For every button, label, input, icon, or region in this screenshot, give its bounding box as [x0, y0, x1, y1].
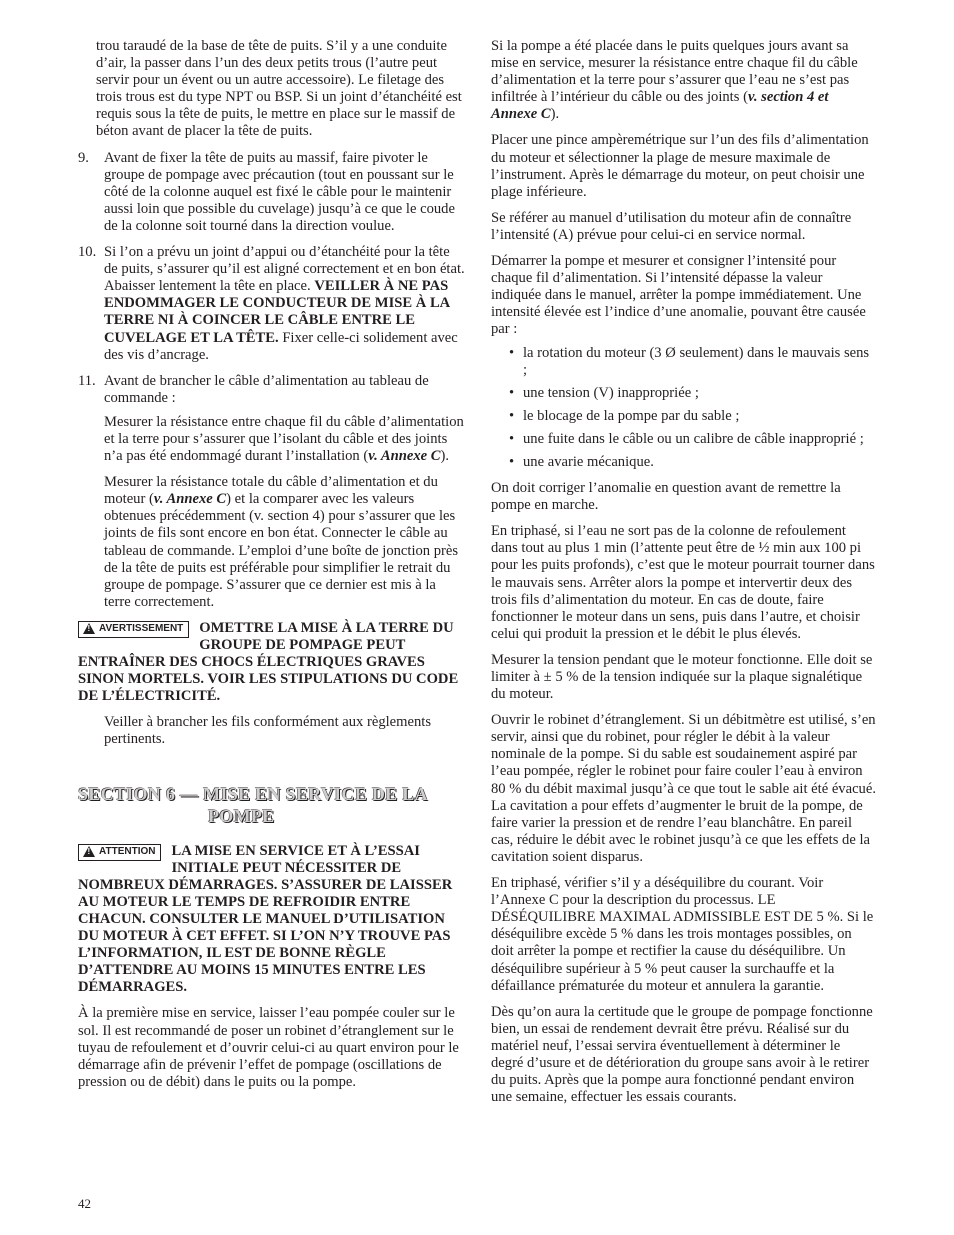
list-item: [491, 385, 876, 402]
text-run: ).: [550, 106, 560, 123]
step-9: [78, 150, 466, 235]
warning-badge-label: AVERTISSEMENT: [99, 622, 184, 634]
left-column: [78, 38, 466, 1100]
list-item-text: une fuite dans le câble ou un calibre de câble inapproprié ;: [523, 430, 864, 447]
right-column: [491, 38, 876, 1115]
warning-follow-up: Veiller à brancher les fils conformément aux règlements pertinents.: [104, 714, 432, 748]
step-number: 10.: [78, 244, 97, 261]
step-text: Avant de brancher le câble d’alimentation au tableau de commande :: [104, 372, 429, 406]
step-11-paragraph-2: [78, 474, 466, 611]
attention-notice: [78, 843, 466, 997]
list-item-text: une avarie mécanique.: [523, 453, 654, 470]
warning-badge: [78, 621, 189, 638]
attention-badge-label: ATTENTION: [99, 845, 156, 857]
section-heading-line-1: SECTION 6 — MISE EN SERVICE DE LA: [78, 783, 428, 804]
list-item-text: une tension (V) inappropriée ;: [523, 384, 699, 401]
paragraph-performance-test: Dès qu’on aura la certitude que le groupe de pompage fonctionne bien, un essai de rendement devrait être prévu. Réalisé sur du matériel neuf, l’essai servira éventuellement à déterminer le degré d’usure et de détérioration du groupe sans avoir à le retirer du puits. Après que la pompe aura fonctionné pendant environ une semaine, effectuer les essais courants.: [491, 1003, 873, 1106]
text-run: Mesurer la résistance entre chaque fil du câble d’alimentation et la terre pour s’assurer que l’isolant du câble et des joints n’a pas été endommagé durant l’installation (: [104, 413, 464, 465]
paragraph-current-imbalance: En triphasé, vérifier s’il y a déséquilibre du courant. Voir l’Annexe C pour la description du processus. LE DÉSÉQUILIBRE MAXIMAL ADMISSIBLE EST DE 5 %. Si le déséquilibre excède 5 % dans les trois montages possibles, on doit arrêter la pompe et rectifier la cause du déséquilibre. Un déséquilibre supérieur à 5 % peut causer la surchauffe et la défaillance prématurée du moteur et annulera la garantie.: [491, 875, 874, 994]
bullet-icon: •: [509, 407, 515, 424]
step-warning-text: VEILLER À NE PAS ENDOMMAGER LE CONDUCTEUR DE MISE À LA TERRE NI À COINCER LE CÂBLE ENTRE LE CUVELAGE ET LA TÊTE.: [104, 278, 450, 346]
paragraph-motor-manual: Se référer au manuel d’utilisation du moteur afin de connaître l’intensité (A) prévue pour celui-ci en service normal.: [491, 209, 852, 243]
step-text: Avant de fixer la tête de puits au massif, faire pivoter le groupe de pompage avec précaution (tout en poussant sur le côté de la colonne auquel est fixé le câble pour le maintenir aussi loin que possible du cuvelage) jusqu’à ce que le coude de la colonne soit tourné dans la direction voulue.: [104, 149, 455, 234]
attention-badge: [78, 844, 161, 861]
step-text-end: Fixer celle-ci solidement avec des vis d’ancrage.: [104, 329, 458, 363]
paragraph-correct-anomaly: On doit corriger l’anomalie en question avant de remettre la pompe en marche.: [491, 480, 841, 514]
anomaly-list: [491, 345, 876, 472]
bullet-icon: •: [509, 453, 515, 470]
paragraph-three-phase-rotation: En triphasé, si l’eau ne sort pas de la colonne de refoulement dans tout au plus 1 min (l’attente peut être de ½ min aux 100 pi pour les puits profonds), c’est que le moteur pourrait tourner dans le mauvais sens. Arrêter alors la pompe et intervertir deux des trois fils d’alimentation du moteur. En cas de doute, faire fonctionner le moteur dans un sens, puis dans l’autre, et choisir celui qui produit la pression et le débit le plus élevés.: [491, 523, 875, 642]
bullet-icon: •: [509, 384, 515, 401]
text-run: ).: [440, 448, 450, 465]
paragraph-start-pump: Démarrer la pompe et mesurer et consigner l’intensité pour chaque fil d’alimentation. Si l’intensité dépasse la valeur indiquée dans le manuel, arrêter la pompe immédiatement. Une intensité élevée est l’indice d’une anomalie, pouvant être causée par :: [491, 253, 866, 338]
section-reference: v. section 4 et Annexe C: [491, 89, 829, 123]
bullet-icon: •: [509, 344, 515, 361]
paragraph-voltage: Mesurer la tension pendant que le moteur fonctionne. Elle doit se limiter à ± 5 % de la tension indiquée sur la plaque signalétique du moteur.: [491, 651, 873, 703]
step-11: [78, 373, 466, 407]
step-11-paragraph-1: [78, 414, 466, 465]
step-number: 11.: [78, 372, 96, 389]
list-item: [491, 431, 876, 448]
page-number: 42: [78, 1196, 91, 1211]
text-run: ) et la comparer avec les valeurs obtenues précédemment (v. section 4) pour s’assurer que les joints de fils sont encore en bon état. Connecter le câble au tableau de commande. L’emploi d’une boîte de jonction près de la tête de puits est préférable pour simplifier le retrait du groupe de pompage. S’assurer que ce dernier est mis à la terre correctement.: [104, 491, 459, 610]
warning-triangle-icon: !: [83, 623, 95, 634]
warning-text: OMETTRE LA MISE À LA TERRE DU GROUPE DE POMPAGE PEUT ENTRAÎNER DES CHOCS ÉLECTRIQUES GRAVES SINON MORTELS. VOIR LES STIPULATIONS DU CODE DE L’ÉLECTRICITÉ.: [78, 619, 459, 705]
attention-text: LA MISE EN SERVICE ET À L’ESSAI INITIALE PEUT NÉCESSITER DE NOMBREUX DÉMARRAGES. S’ASSURER DE LAISSER AU MOTEUR LE TEMPS DE REFROIDIR ENTRE CHACUN. CONSULTER LE MANUEL D’UTILISATION DU MOTEUR À CET EFFET. SI L’ON N’Y TROUVE PAS L’INFORMATION, IL EST DE BONNE RÈGLE D’ATTENDRE AU MOINS 15 MINUTES ENTRE LES DÉMARRAGES.: [78, 842, 453, 996]
list-item: [491, 408, 876, 425]
paragraph-clamp-meter: Placer une pince ampèremétrique sur l’un des fils d’alimentation du moteur et sélectionner la plage de mesure maximale de l’instrument. Après le démarrage du moteur, on peut choisir une plage inférieure.: [491, 132, 869, 200]
warning-triangle-icon: !: [83, 846, 95, 857]
list-item: [491, 454, 876, 471]
paragraph-continuation: trou taraudé de la base de tête de puits. S’il y a une conduite d’air, la passer dans l’un des deux petits trous (l’autre peut servir pour un évent ou un autre accessoire). Le filetage des trois trous est du type NPT ou BSP. Si un joint d’étanchéité est requis sous la tête de puits, le mettre en place sur le massif de béton avant de placer la tête de puits.: [96, 38, 462, 140]
paragraph-resistance: [491, 38, 876, 123]
step-text: Si l’on a prévu un joint d’appui ou d’étanchéité pour la tête de puits, s’assurer qu’il est aligné correctement et en bon état. Abaisser lentement la tête en place.: [104, 244, 465, 295]
section-heading: [78, 783, 466, 827]
warning-notice: [78, 620, 466, 705]
section-heading-line-2: POMPE: [208, 805, 275, 826]
list-item-text: le blocage de la pompe par du sable ;: [523, 407, 740, 424]
annex-reference: v. Annexe C: [368, 448, 441, 465]
paragraph-throttle-valve: Ouvrir le robinet d’étranglement. Si un débitmètre est utilisé, s’en servir, ainsi que du robinet, pour régler le débit à la valeur nominale de la pompe. Si du sable est soudainement aspiré par l’eau pompée, régler le robinet pour faire couler l’eau à environ 80 % du débit maximal jusqu’à ce que tout le sable ait été évacué. La cavitation a pour effets d’augmenter le bruit de la pompe, de faire varier la pression et de rendre l’eau blanchâtre. En pareil cas, réduire le débit avec le robinet jusqu’à ce que les effets de la cavitation soient disparus.: [491, 712, 876, 865]
bullet-icon: •: [509, 430, 515, 447]
text-run: Si la pompe a été placée dans le puits quelques jours avant sa mise en service, mesurer la résistance entre chaque fil du câble d’alimentation et la terre pour s’assurer que l’eau ne s’est pas infiltrée à l’intérieur du câble ou des joints (: [491, 38, 858, 106]
step-10: [78, 244, 466, 364]
list-item-text: la rotation du moteur (3 Ø seulement) dans le mauvais sens ;: [523, 344, 870, 378]
text-run: Mesurer la résistance totale du câble d’alimentation et du moteur (: [104, 474, 438, 508]
paragraph-first-startup: À la première mise en service, laisser l’eau pompée couler sur le sol. Il est recommandé de poser un robinet d’étranglement sur le tuyau de refoulement et d’ouvrir celui-ci au quart environ pour le démarrage afin de prévenir l’effet de pompage (oscillations de pression ou de débit) dans le puits ou la pompe.: [78, 1005, 459, 1090]
list-item: [491, 345, 876, 379]
annex-reference: v. Annexe C: [153, 491, 227, 508]
step-number: 9.: [78, 149, 89, 166]
